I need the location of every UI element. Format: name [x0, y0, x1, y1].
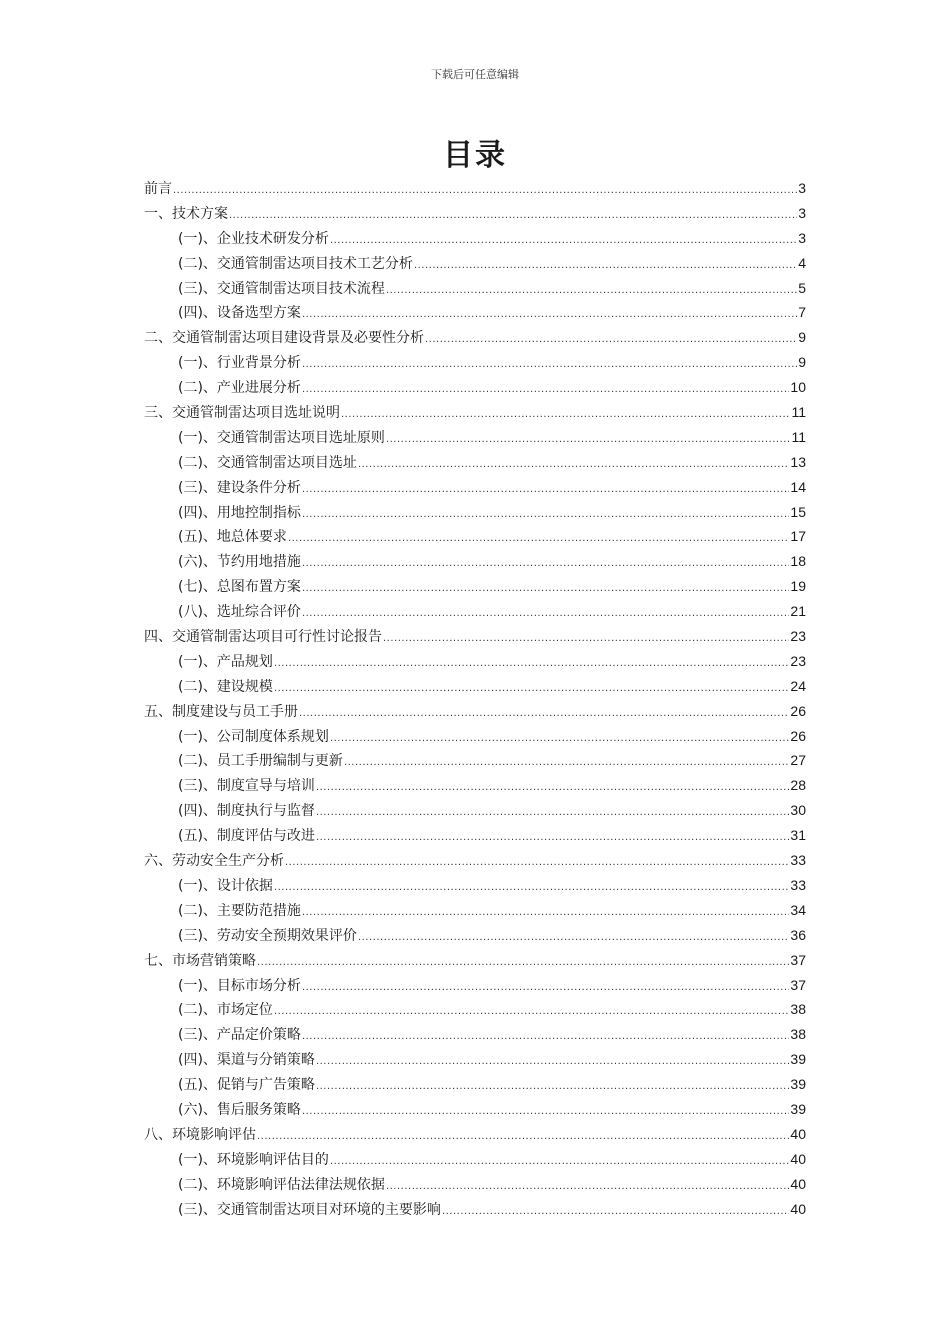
toc-leader-dots	[316, 1050, 789, 1075]
toc-subsection-entry[interactable]	[144, 823, 806, 848]
toc-entry-label: (一)、目标市场分析	[178, 977, 301, 994]
toc-subsection-entry[interactable]	[144, 1197, 806, 1222]
toc-leader-dots	[302, 577, 789, 602]
toc-subsection-entry[interactable]	[144, 375, 806, 400]
toc-entry-label: 六、劳动安全生产分析	[144, 853, 284, 870]
toc-leader-dots	[341, 403, 790, 428]
toc-entry-label: (四)、用地控制指标	[178, 504, 301, 521]
toc-entry-label: (三)、产品定价策略	[178, 1027, 301, 1044]
toc-leader-dots	[414, 254, 797, 279]
toc-entry-page-number: 11	[791, 404, 806, 421]
toc-leader-dots	[302, 1025, 789, 1050]
toc-entry-page-number: 21	[790, 603, 806, 620]
toc-entry-page-number: 19	[790, 578, 806, 595]
toc-leader-dots	[302, 976, 789, 1001]
toc-subsection-entry[interactable]	[144, 674, 806, 699]
toc-leader-dots	[358, 453, 789, 478]
toc-leader-dots	[274, 1000, 789, 1025]
toc-subsection-entry[interactable]	[144, 1022, 806, 1047]
toc-entry-page-number: 18	[790, 553, 806, 570]
toc-entry-page-number: 14	[790, 478, 806, 495]
toc-entry-page-number: 30	[790, 802, 806, 819]
toc-section-entry[interactable]	[144, 624, 806, 649]
toc-entry-label: 前言	[144, 181, 172, 197]
toc-entry-page-number: 33	[790, 876, 806, 893]
toc-entry-page-number: 37	[790, 976, 806, 993]
toc-entry-label: (四)、制度执行与监督	[178, 803, 315, 820]
toc-entry-page-number: 13	[790, 453, 806, 470]
toc-entry-label: (四)、设备选型方案	[178, 305, 301, 322]
toc-leader-dots	[344, 751, 789, 776]
toc-leader-dots	[302, 1100, 789, 1125]
toc-subsection-entry[interactable]	[144, 524, 806, 549]
toc-leader-dots	[316, 801, 789, 826]
toc-entry-label: (二)、员工手册编制与更新	[178, 753, 343, 770]
toc-subsection-entry[interactable]	[144, 997, 806, 1022]
toc-entry-label: (八)、选址综合评价	[178, 604, 301, 621]
toc-entry-page-number: 23	[790, 628, 806, 645]
toc-subsection-entry[interactable]	[144, 873, 806, 898]
toc-subsection-entry[interactable]	[144, 1072, 806, 1097]
toc-leader-dots	[173, 179, 797, 204]
toc-entry-label: (三)、交通管制雷达项目对环境的主要影响	[178, 1201, 441, 1218]
toc-subsection-entry[interactable]	[144, 748, 806, 773]
toc-subsection-entry[interactable]	[144, 798, 806, 823]
toc-entry-label: (二)、主要防范措施	[178, 902, 301, 919]
toc-entry-label: 三、交通管制雷达项目选址说明	[144, 405, 340, 422]
toc-entry-label: (一)、企业技术研发分析	[178, 230, 329, 247]
toc-entry-page-number: 39	[790, 1076, 806, 1093]
toc-leader-dots	[302, 503, 789, 528]
toc-entry-label: (一)、公司制度体系规划	[178, 728, 329, 745]
toc-section-entry[interactable]	[144, 948, 806, 973]
toc-entry-label: (二)、环境影响评估法律法规依据	[178, 1176, 385, 1193]
toc-leader-dots	[358, 926, 789, 951]
toc-subsection-entry[interactable]	[144, 251, 806, 276]
toc-leader-dots	[302, 378, 789, 403]
toc-entry-label: 七、市场营销策略	[144, 952, 256, 969]
toc-entry-label: (五)、地总体要求	[178, 529, 287, 546]
toc-subsection-entry[interactable]	[144, 773, 806, 798]
toc-entry-label: (一)、交通管制雷达项目选址原则	[178, 429, 385, 446]
toc-entry-label: 五、制度建设与员工手册	[144, 703, 298, 720]
toc-entry-page-number: 26	[790, 702, 806, 719]
toc-entry-page-number: 39	[790, 1100, 806, 1117]
toc-leader-dots	[383, 627, 789, 652]
toc-entry-label: (五)、制度评估与改进	[178, 828, 315, 845]
toc-subsection-entry[interactable]	[144, 1047, 806, 1072]
header-note: 下载后可任意编辑	[431, 68, 519, 81]
toc-section-entry[interactable]	[144, 201, 806, 226]
toc-subsection-entry[interactable]	[144, 475, 806, 500]
toc-leader-dots	[302, 552, 789, 577]
toc-leader-dots	[302, 901, 789, 926]
toc-entry-page-number: 39	[790, 1051, 806, 1068]
toc-entry-label: (三)、交通管制雷达项目技术流程	[178, 280, 385, 297]
toc-subsection-entry[interactable]	[144, 599, 806, 624]
toc-entry-label: (六)、售后服务策略	[178, 1101, 301, 1118]
toc-leader-dots	[299, 702, 789, 727]
toc-subsection-entry[interactable]	[144, 574, 806, 599]
toc-entry-page-number: 5	[798, 279, 806, 296]
toc-subsection-entry[interactable]	[144, 450, 806, 475]
toc-section-entry[interactable]	[144, 400, 806, 425]
toc-leader-dots	[386, 1175, 789, 1200]
toc-leader-dots	[274, 652, 789, 677]
toc-leader-dots	[386, 279, 797, 304]
toc-entry-page-number: 28	[790, 777, 806, 794]
toc-list	[144, 176, 806, 1221]
toc-leader-dots	[302, 478, 789, 503]
toc-entry-label: (一)、行业背景分析	[178, 355, 301, 372]
toc-section-entry[interactable]	[144, 325, 806, 350]
toc-subsection-entry[interactable]	[144, 226, 806, 251]
toc-leader-dots	[257, 951, 789, 976]
toc-section-entry[interactable]	[144, 176, 806, 201]
toc-entry-page-number: 11	[791, 428, 806, 445]
toc-leader-dots	[316, 1075, 789, 1100]
toc-leader-dots	[302, 353, 797, 378]
toc-subsection-entry[interactable]	[144, 1097, 806, 1122]
toc-subsection-entry[interactable]	[144, 1147, 806, 1172]
toc-leader-dots	[229, 204, 797, 229]
toc-subsection-entry[interactable]	[144, 500, 806, 525]
toc-entry-label: 一、技术方案	[144, 205, 228, 222]
toc-entry-page-number: 31	[790, 827, 806, 844]
toc-entry-label: (三)、劳动安全预期效果评价	[178, 927, 357, 944]
toc-entry-page-number: 34	[790, 901, 806, 918]
toc-entry-label: (一)、设计依据	[178, 877, 273, 894]
toc-entry-page-number: 27	[790, 752, 806, 769]
toc-entry-page-number: 37	[790, 951, 806, 968]
toc-entry-label: (二)、交通管制雷达项目技术工艺分析	[178, 255, 413, 272]
toc-leader-dots	[316, 776, 789, 801]
toc-entry-page-number: 23	[790, 652, 806, 669]
toc-subsection-entry[interactable]	[144, 724, 806, 749]
toc-entry-page-number: 38	[790, 1026, 806, 1043]
toc-section-entry[interactable]	[144, 699, 806, 724]
toc-entry-page-number: 24	[790, 677, 806, 694]
toc-leader-dots	[386, 428, 791, 453]
toc-entry-page-number: 3	[798, 204, 806, 221]
toc-entry-label: 四、交通管制雷达项目可行性讨论报告	[144, 629, 382, 646]
toc-entry-label: (二)、建设规模	[178, 678, 273, 695]
toc-leader-dots	[274, 876, 789, 901]
toc-entry-label: (三)、制度宣导与培训	[178, 778, 315, 795]
toc-leader-dots	[442, 1200, 789, 1225]
toc-leader-dots	[257, 1125, 789, 1150]
toc-entry-label: 二、交通管制雷达项目建设背景及必要性分析	[144, 330, 424, 347]
toc-subsection-entry[interactable]	[144, 549, 806, 574]
toc-entry-page-number: 4	[798, 254, 806, 271]
toc-entry-label: (二)、产业进展分析	[178, 380, 301, 397]
toc-entry-page-number: 33	[790, 852, 806, 869]
toc-entry-label: (三)、建设条件分析	[178, 479, 301, 496]
toc-entry-page-number: 3	[798, 229, 806, 246]
toc-entry-label: (五)、促销与广告策略	[178, 1077, 315, 1094]
toc-leader-dots	[425, 328, 797, 353]
toc-entry-page-number: 3	[798, 180, 806, 196]
toc-section-entry[interactable]	[144, 848, 806, 873]
toc-subsection-entry[interactable]	[144, 923, 806, 948]
toc-leader-dots	[302, 602, 789, 627]
toc-entry-page-number: 17	[790, 528, 806, 545]
toc-entry-label: (一)、环境影响评估目的	[178, 1151, 329, 1168]
toc-subsection-entry[interactable]	[144, 425, 806, 450]
toc-entry-page-number: 40	[790, 1200, 806, 1217]
toc-title: 目录	[443, 138, 507, 173]
toc-entry-label: (一)、产品规划	[178, 653, 273, 670]
toc-leader-dots	[330, 1150, 789, 1175]
toc-subsection-entry[interactable]	[144, 350, 806, 375]
toc-entry-page-number: 9	[798, 354, 806, 371]
toc-entry-page-number: 40	[790, 1125, 806, 1142]
toc-entry-page-number: 38	[790, 1001, 806, 1018]
toc-entry-label: 八、环境影响评估	[144, 1126, 256, 1143]
toc-leader-dots	[288, 527, 789, 552]
toc-leader-dots	[316, 826, 789, 851]
toc-entry-label: (二)、交通管制雷达项目选址	[178, 454, 357, 471]
toc-section-entry[interactable]	[144, 1122, 806, 1147]
toc-entry-page-number: 40	[790, 1175, 806, 1192]
toc-entry-page-number: 9	[798, 329, 806, 346]
toc-entry-label: (二)、市场定位	[178, 1002, 273, 1019]
toc-leader-dots	[302, 303, 797, 328]
toc-entry-page-number: 15	[790, 503, 806, 520]
toc-leader-dots	[330, 229, 797, 254]
toc-leader-dots	[285, 851, 789, 876]
toc-leader-dots	[330, 727, 789, 752]
toc-entry-label: (七)、总图布置方案	[178, 579, 301, 596]
toc-leader-dots	[274, 677, 789, 702]
toc-entry-page-number: 36	[790, 926, 806, 943]
toc-entry-label: (六)、节约用地措施	[178, 554, 301, 571]
toc-entry-page-number: 7	[798, 304, 806, 321]
toc-subsection-entry[interactable]	[144, 300, 806, 325]
toc-entry-label: (四)、渠道与分销策略	[178, 1052, 315, 1069]
toc-entry-page-number: 26	[790, 727, 806, 744]
toc-entry-page-number: 40	[790, 1150, 806, 1167]
toc-subsection-entry[interactable]	[144, 276, 806, 301]
toc-subsection-entry[interactable]	[144, 1172, 806, 1197]
toc-entry-page-number: 10	[790, 379, 806, 396]
toc-subsection-entry[interactable]	[144, 649, 806, 674]
toc-subsection-entry[interactable]	[144, 898, 806, 923]
toc-subsection-entry[interactable]	[144, 973, 806, 998]
